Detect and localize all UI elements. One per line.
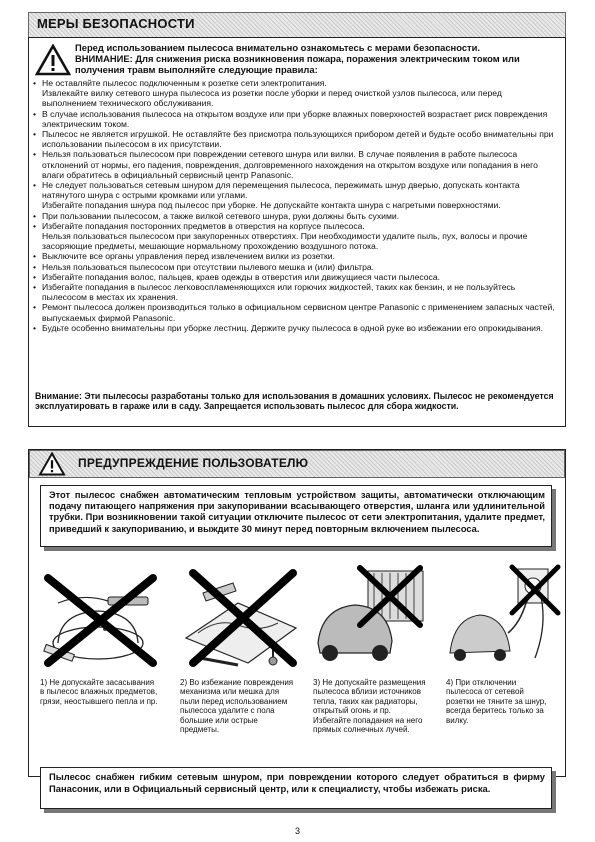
safety-item-text: Ремонт пылесоса должен производиться только в официальном сервисном центре Panasonic с применением запасных частей, выпускаемых фирмой Panasonic.: [42, 302, 555, 323]
page-number: 3: [294, 826, 300, 836]
warning-triangle-icon: [38, 452, 66, 476]
safety-box: [28, 37, 566, 427]
safety-item-text: Будьте особенно внимательны при уборке лестниц. Держите ручку пылесоса в одной руке во избежании его опрокидывания.: [42, 322, 544, 333]
panel-2-caption: 2) Во избежание повреждения механизма или мешка для пыли перед использованием пылесоса удалите с пола большие или острые предметы.: [180, 678, 294, 735]
safety-list-item: [31, 323, 559, 333]
safety-list-item: [31, 272, 559, 282]
safety-list-item: [31, 149, 559, 180]
safety-intro-line2: ВНИМАНИЕ: Для снижения риска возникновения пожара, поражения электрическим током или получения травм выполняйте следующие правила:: [75, 53, 520, 75]
safety-list-item: [31, 251, 559, 261]
safety-title: МЕРЫ БЕЗОПАСНОСТИ: [37, 16, 195, 31]
safety-item-text: В случае использования пылесоса на открытом воздухе или при уборке влажных поверхностей возрастает риск повреждения электрическим током.: [42, 108, 548, 129]
panel-1-caption: 1) Не допускайте засасывания в пылесос влажных предметов, грязи, неостывшего пепла и пр.: [40, 678, 158, 706]
safety-list: [31, 78, 559, 333]
warning-text: Этот пылесос снабжен автоматическим тепловым устройством защиты, автоматически отключающим подачу питающего напряжения при закупоривании всасывающего отверстия, шланга или удлинительной трубки. При возникновении такой ситуации отключите пылесос от сети электропитания, удалите предмет, приведший к закупориванию, и выждите 30 минут перед повторным включением пылесоса.: [49, 490, 545, 534]
panel-1-illustration: [38, 563, 168, 673]
panel-3-caption: 3) Не допускайте размещения пылесоса вблизи источников тепла, таких как радиаторы, открытый огонь и пр. Избегайте попадания на него прямых солнечных лучей.: [313, 678, 426, 735]
cord-note-box: [40, 767, 552, 809]
attention-note: Внимание: Эти пылесосы разработаны только для использования в домашних условиях. Пылесос не рекомендуется эксплуатировать в гараже или в саду. Запрещается использовать пылесос для сбора жидкости.: [35, 391, 554, 412]
warning-banner: [29, 450, 565, 478]
safety-list-item: [31, 129, 559, 149]
panel-4-illustration: [440, 563, 570, 673]
panel-3-illustration: [310, 563, 440, 673]
safety-item-text: Выключите все органы управления перед извлечением вилки из розетки.: [42, 251, 335, 262]
warning-title: ПРЕДУПРЕЖДЕНИЕ ПОЛЬЗОВАТЕЛЮ: [78, 456, 309, 470]
safety-item-text: Пылесос не является игрушкой. Не оставляйте без присмотра пользующихся прибором детей и будьте особо внимательны при использовании пылесосом в их присутствии.: [42, 129, 554, 150]
safety-item-text: Не оставляйте пылесос подключенным к розетке сети электропитания.: [42, 78, 327, 88]
safety-list-item: [31, 262, 559, 272]
safety-item-text: Не следует пользоваться сетевым шнуром для перемещения пылесоса, пережимать шнур дверью, допускать контакта натянутого шнура с острыми кромками или углами.: [42, 180, 520, 201]
safety-item-text: Нельзя пользоваться пылесосом при отсутствии пылевого мешка и (или) фильтра.: [42, 261, 375, 272]
safety-list-item: [31, 180, 559, 211]
safety-item-text: Нельзя пользоваться пылесосом при повреждении сетевого шнура или вилки. В случае появления в работе пылесоса отклонений от нормы, его падения, повреждения, долговременного нахождения на открытом воздухе или попадания в него влаги обратитесь в официальный сервисный центр Panasonic.: [42, 149, 538, 180]
safety-item-text: Избегайте попадания волос, пальцев, краев одежды в отверстия или движущиеся части пылесоса.: [42, 271, 440, 282]
safety-item-subtext: Избегайте попадания шнура под пылесос при уборке. Не допускайте контакта шнура с нагретыми поверхностями.: [42, 200, 501, 211]
safety-list-item: [31, 78, 559, 109]
safety-item-text: При пользовании пылесосом, а также вилкой сетевого шнура, руки должны быть сухими.: [42, 210, 400, 221]
safety-item-subtext: Нельзя пользоваться пылесосом при закупоренных отверстиях. При необходимости удалите пыль, пух, волосы и прочие засоряющие предметы, мешающие нормальному прохождению воздушного потока.: [42, 231, 528, 252]
panel-4-caption: 4) При отключении пылесоса от сетевой розетки не тяните за шнур, всегда беритесь только за вилку.: [446, 678, 547, 725]
cord-note-text: Пылесос снабжен гибким сетевым шнуром, при повреждении которого следует обратиться в фирму Панасоник, или в Официальный сервисный центр, или к специалисту, чтобы избежать риска.: [49, 771, 545, 794]
safety-list-item: [31, 109, 559, 129]
warning-textbox: [40, 485, 552, 547]
safety-item-text: Избегайте попадания в пылесос легковоспламеняющихся или горючих жидкостей, таких как бензин, и не пользуйтесь пылесосом в местах их хранения.: [42, 282, 516, 303]
safety-intro: [75, 42, 557, 75]
warning-triangle-icon: [35, 44, 71, 76]
safety-list-item: [31, 221, 559, 252]
safety-list-item: [31, 282, 559, 302]
safety-list-item: [31, 302, 559, 322]
safety-item-text: Избегайте попадания посторонних предметов в отверстия на корпусе пылесоса.: [42, 220, 365, 231]
panel-2-illustration: [178, 563, 308, 673]
safety-intro-line1: Перед использованием пылесоса внимательно ознакомьтесь с мерами безопасности.: [75, 42, 480, 53]
safety-item-subtext: Извлекайте вилку сетевого шнура пылесоса из розетки после уборки и перед очисткой узлов пылесоса, или перед выполнением технического обслуживания.: [42, 88, 502, 109]
safety-banner: [28, 12, 566, 38]
safety-list-item: [31, 211, 559, 221]
